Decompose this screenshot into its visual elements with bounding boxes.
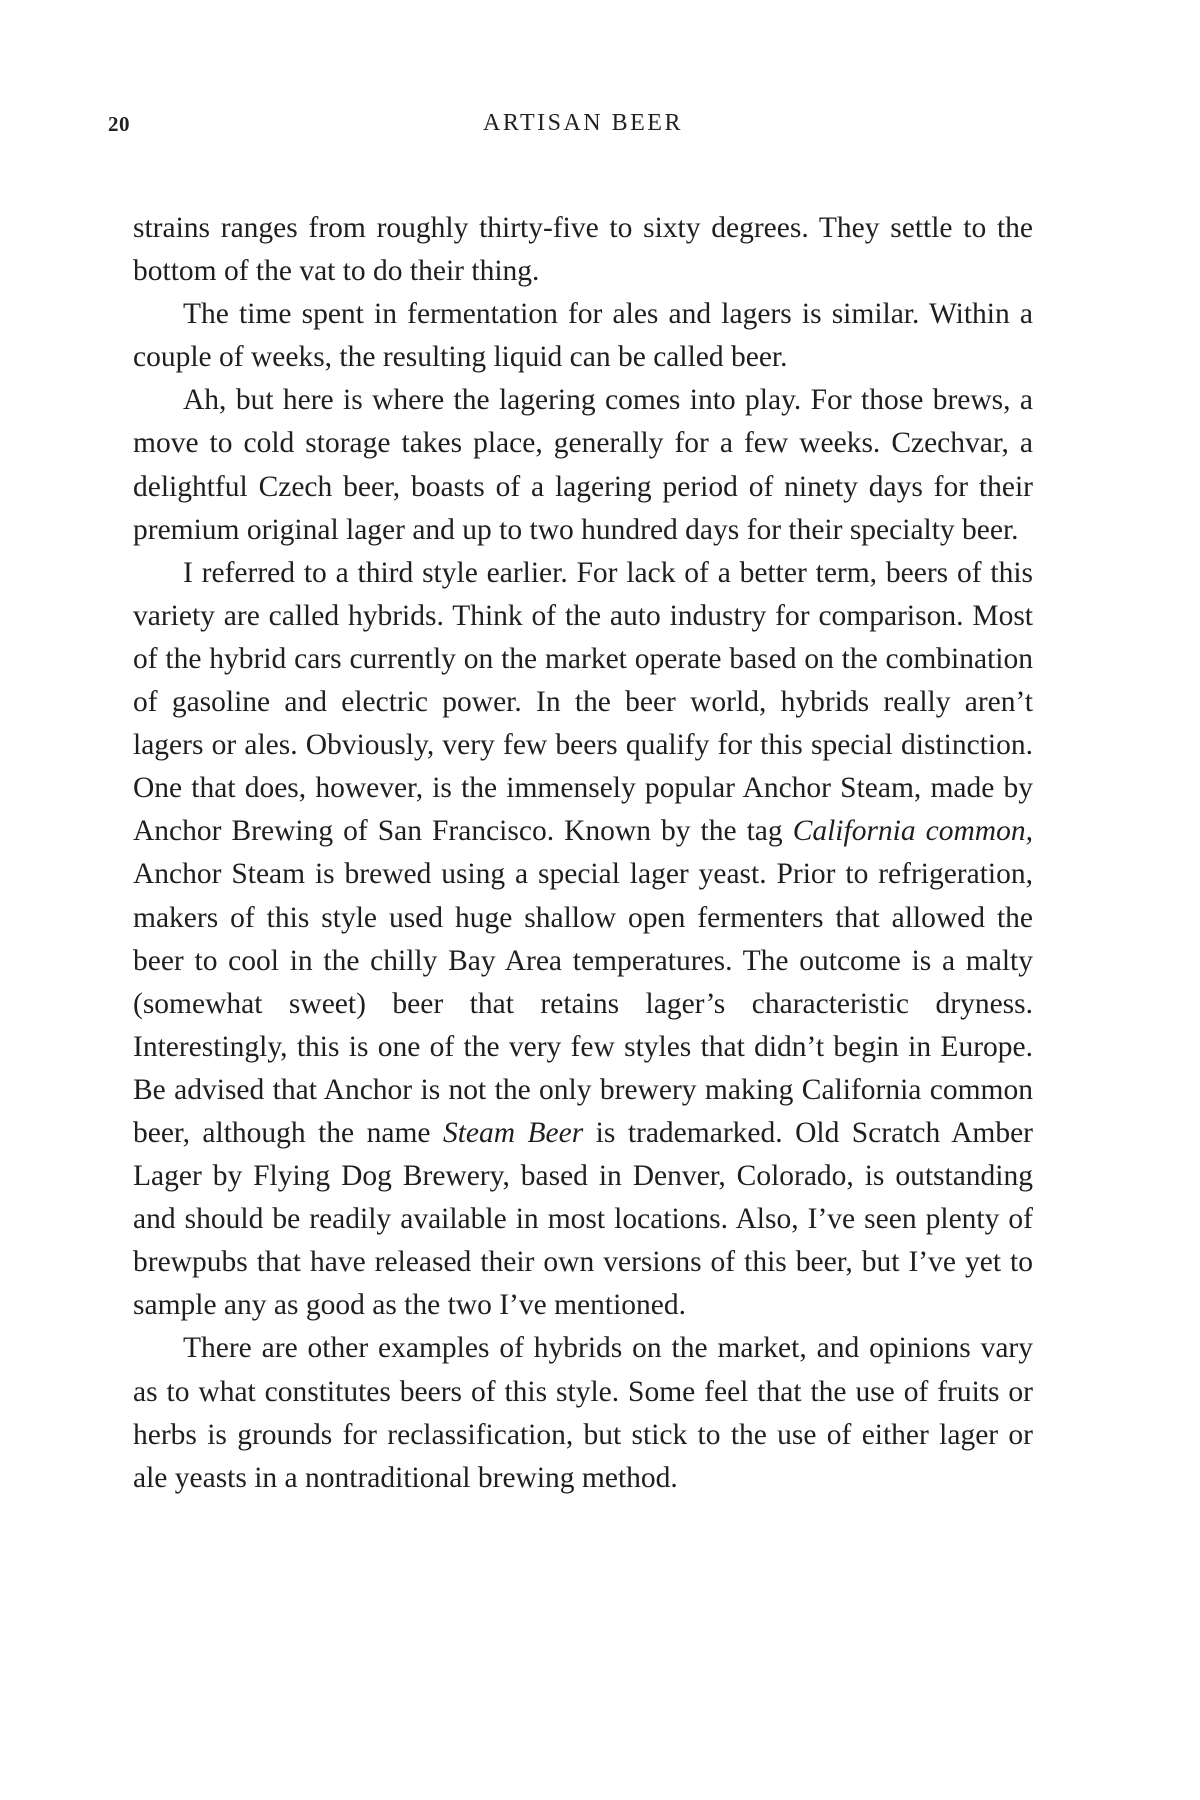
paragraph-hybrids-text-2: Anchor Steam is brewed using a special lager yeast. Prior to refrigeration, makers of this style used huge shallow open fermenters that allowed the beer to cool in the chilly Bay Area temperatures. The outcome is a malty (somewhat sweet) beer that retains lager’s characteristic dryness. Interestingly, this is one of the very few styles that didn’t begin in Europe. Be advised that Anchor is not the only brewery making California common beer, although the name — [133, 858, 1033, 1149]
paragraph-hybrids — [133, 552, 1033, 1328]
paragraph-other-hybrids: There are other examples of hybrids on the market, and opinions vary as to what constitutes beers of this style. Some feel that the use of fruits or herbs is grounds for reclassification, but stick to the use of either lager or ale yeasts in a nontraditional brewing method. — [133, 1332, 1033, 1494]
italic-term-steam-beer: Steam Beer — [442, 1116, 584, 1149]
paragraph-lagering: Ah, but here is where the lagering comes into play. For those brews, a move to cold storage takes place, generally for a few weeks. Czechvar, a delightful Czech beer, boasts of a lagering period of ninety days for their premium original lager and up to two hundred days for their specialty beer. — [133, 384, 1033, 546]
body-text — [133, 207, 1033, 1500]
running-head — [0, 108, 1200, 140]
paragraph-hybrids-text-3: is trademarked. Old Scratch Amber Lager by Flying Dog Brewery, based in Denver, Colorado, is outstanding and should be readily available in most locations. Also, I’ve seen plenty of brewpubs that have released their own versions of this beer, but I’ve yet to sample any as good as the two I’ve mentioned. — [133, 1116, 1033, 1322]
book-title: ARTISAN BEER — [483, 110, 683, 136]
italic-term-california-common: California common, — [792, 815, 1033, 848]
paragraph-fermentation-time: The time spent in fermentation for ales and lagers is similar. Within a couple of weeks, the resulting liquid can be called beer. — [133, 298, 1033, 374]
page-number: 20 — [108, 112, 130, 136]
paragraph-hybrids-text-1: I referred to a third style earlier. For lack of a better term, beers of this variety are called hybrids. Think of the auto industry for comparison. Most of the hybrid cars currently on the market operate based on the combination of gasoline and electric power. In the beer world, hybrids really aren’t lagers or ales. Obviously, very few beers qualify for this special distinction. One that does, however, is the immensely popular Anchor Steam, made by Anchor Brewing of San Francisco. Known by the tag — [133, 556, 1033, 848]
paragraph-continuation: strains ranges from roughly thirty-five to sixty degrees. They settle to the bottom of the vat to do their thing. — [133, 212, 1033, 288]
